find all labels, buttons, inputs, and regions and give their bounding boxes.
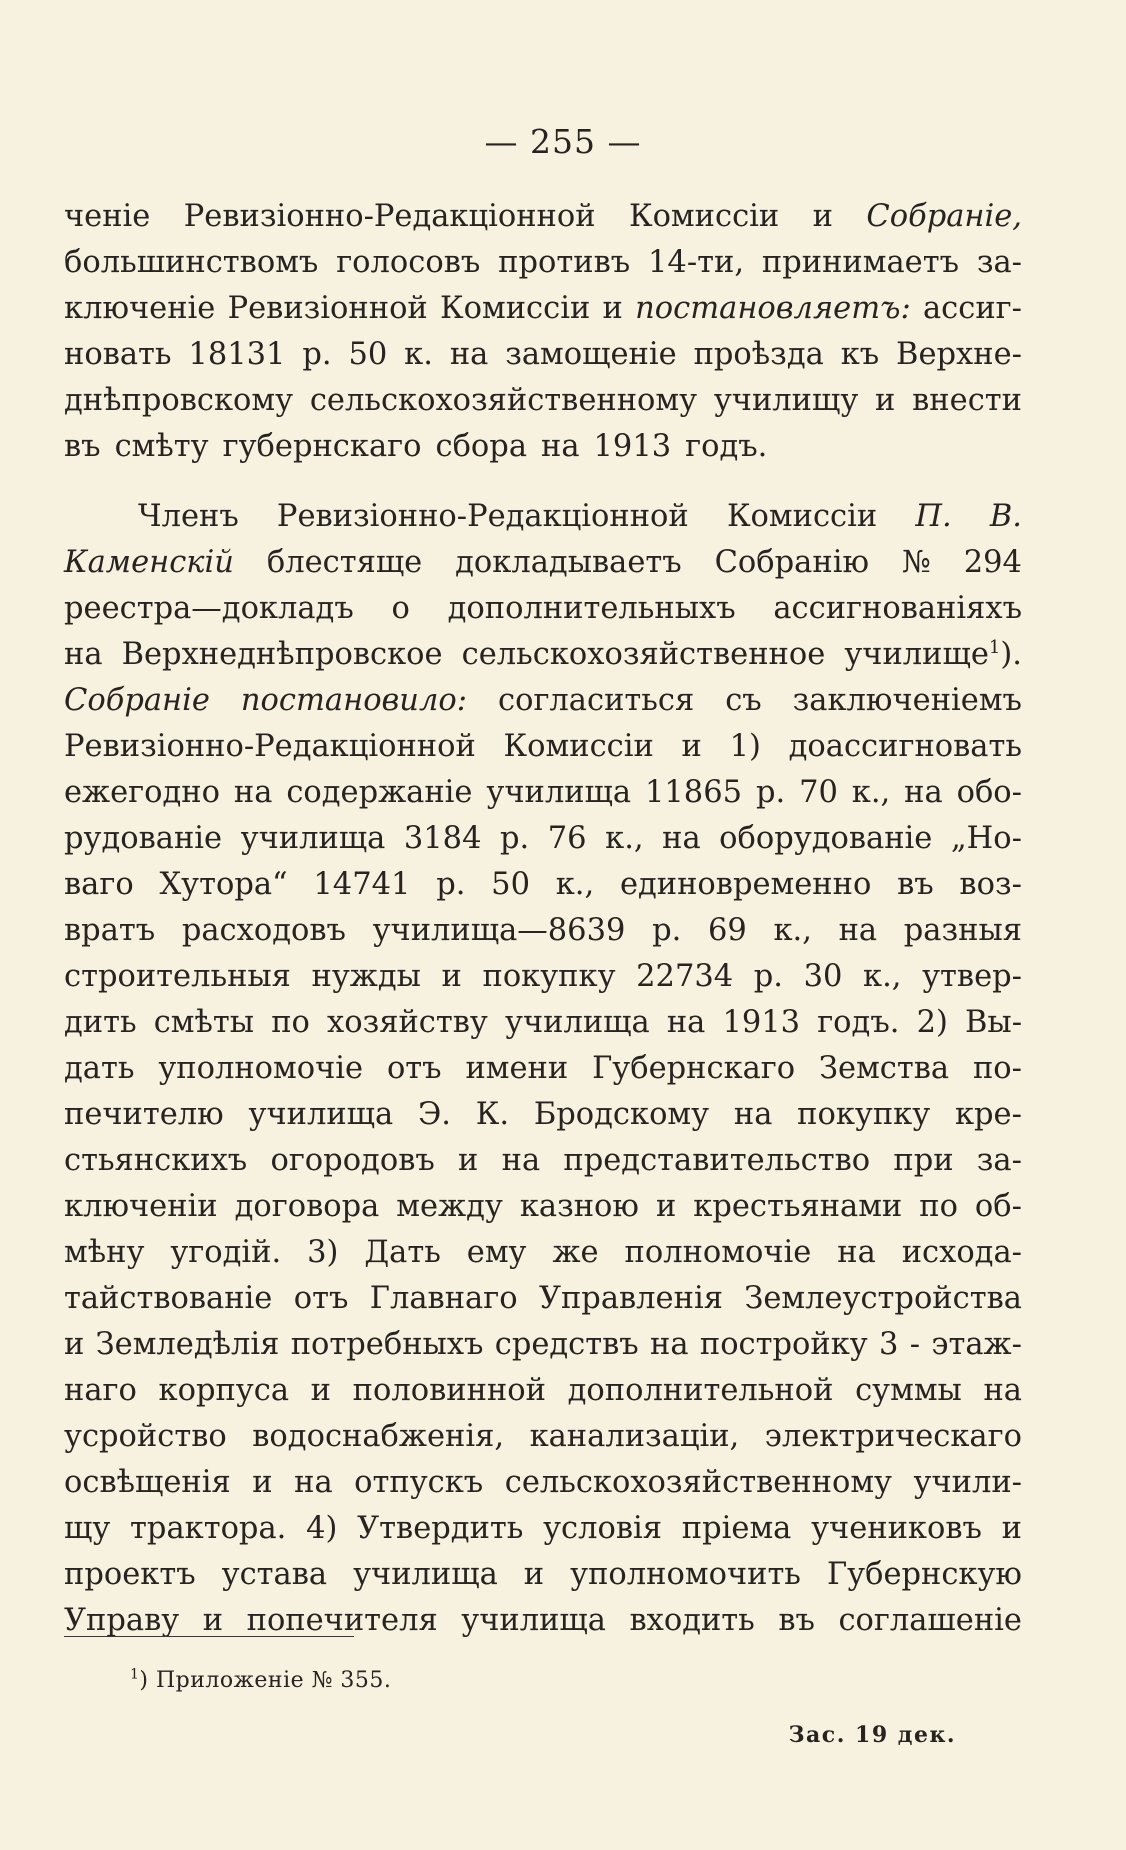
- word: 18131: [188, 337, 286, 372]
- word: училищу: [713, 383, 859, 418]
- word: смѣту: [114, 429, 209, 464]
- word: содержаніе: [286, 775, 473, 810]
- body-text: [64, 194, 1022, 1644]
- word: рудованіе: [64, 821, 223, 856]
- text-line: [64, 1598, 1022, 1644]
- word: половинной: [352, 1373, 546, 1408]
- word: №: [901, 545, 931, 580]
- word: усройство: [64, 1419, 227, 1454]
- word: наго: [64, 1373, 137, 1408]
- word: этаж-: [931, 1327, 1022, 1362]
- word: исхода-: [901, 1235, 1022, 1270]
- word: и: [681, 729, 702, 764]
- word: и: [655, 1189, 677, 1224]
- word: на: [983, 1373, 1022, 1408]
- word: ваго: [64, 867, 134, 902]
- word: представительство: [563, 1143, 871, 1178]
- word: заключеніемъ: [792, 683, 1022, 718]
- word: 11865: [645, 775, 743, 810]
- word: на: [501, 1143, 541, 1178]
- word: между: [396, 1189, 503, 1224]
- word: покупку: [482, 959, 616, 994]
- text-line: [64, 1184, 1022, 1230]
- word: разныя: [903, 913, 1022, 948]
- word: 3): [307, 1235, 339, 1270]
- word: дополнительной: [567, 1373, 834, 1408]
- footnote: [130, 1668, 391, 1693]
- word: к.,: [851, 775, 891, 810]
- word: суммы: [855, 1373, 962, 1408]
- text-line: [64, 1046, 1022, 1092]
- word: Главнаго: [369, 1281, 518, 1316]
- word: по: [919, 1189, 958, 1224]
- word: 1913: [722, 1005, 801, 1040]
- word: 22734: [636, 959, 734, 994]
- word: Э.: [417, 1097, 451, 1132]
- word: корпуса: [158, 1373, 290, 1408]
- text-line: [64, 1460, 1022, 1506]
- word: условія: [543, 1511, 663, 1546]
- word: тайствованіе: [64, 1281, 273, 1316]
- word: отъ: [386, 1051, 442, 1086]
- session-signature: Зас. 19 дек.: [788, 1722, 956, 1748]
- word: согласиться: [498, 683, 695, 718]
- word: 294: [963, 545, 1022, 580]
- word: 70: [799, 775, 838, 810]
- word: единовременно: [619, 867, 872, 902]
- text-line: [64, 332, 1022, 378]
- word: об-: [974, 1189, 1022, 1224]
- word: смѣты: [153, 1005, 255, 1040]
- word: Землеустройства: [744, 1281, 1022, 1316]
- word: устава: [221, 1557, 328, 1592]
- word: канализаціи,: [529, 1419, 740, 1454]
- word: 1): [729, 729, 761, 764]
- word: Собраніе,: [866, 199, 1022, 234]
- word: 3: [879, 1327, 899, 1362]
- word: Верхне-: [896, 337, 1022, 372]
- word: сельскохозяйственному: [504, 1465, 892, 1500]
- word: р.: [652, 913, 682, 948]
- word: и: [252, 1465, 273, 1500]
- text-line: [64, 770, 1022, 816]
- word: на: [662, 821, 701, 856]
- word: на: [541, 429, 580, 464]
- word: губернскаго: [222, 429, 422, 464]
- word: на: [904, 775, 943, 810]
- word: Ревизіонно-Редакціонной: [183, 199, 596, 234]
- word: училище$^1$).: [844, 636, 1022, 672]
- word: училища: [461, 1603, 606, 1638]
- word: на: [838, 913, 878, 948]
- word: проектъ: [64, 1557, 196, 1592]
- word: замощеніе: [505, 337, 677, 372]
- word: Собраніе: [64, 683, 210, 718]
- word: В.: [989, 499, 1022, 534]
- word: р.: [500, 821, 530, 856]
- text-line: [64, 194, 1022, 240]
- word: трактора.: [130, 1511, 287, 1546]
- word: утвер-: [922, 959, 1022, 994]
- word: Губернскаго: [592, 1051, 796, 1086]
- word: к.,: [773, 913, 812, 948]
- word: Утвердить: [357, 1511, 524, 1546]
- word: ключеніе: [64, 291, 216, 326]
- word: ежегодно: [64, 775, 220, 810]
- word: постановляетъ:: [635, 291, 911, 326]
- word: 14-ти,: [648, 245, 745, 280]
- footnote-divider: [64, 1636, 354, 1637]
- word: голосовъ: [336, 245, 481, 280]
- word: воз-: [959, 867, 1022, 902]
- word: и: [1001, 1511, 1022, 1546]
- word: казною: [519, 1189, 639, 1224]
- word: учили-: [913, 1465, 1022, 1500]
- word: и: [523, 1557, 545, 1592]
- word: Дать: [364, 1235, 441, 1270]
- footnote-ref-mark: 1: [988, 636, 1001, 658]
- text-line: [64, 954, 1022, 1000]
- word: Комиссіи: [503, 729, 654, 764]
- footnote-mark: 1: [130, 1666, 140, 1683]
- paragraph-gap: [64, 470, 1022, 494]
- word: Ревизіонно-Редакціонной: [276, 499, 689, 534]
- word: къ: [840, 337, 880, 372]
- word: учениковъ: [811, 1511, 982, 1546]
- word: училища: [505, 1005, 650, 1040]
- word: к.,: [863, 959, 902, 994]
- word: Управу: [64, 1603, 180, 1638]
- word: 50: [348, 337, 388, 372]
- word: ему: [466, 1235, 527, 1270]
- word: училища: [240, 821, 386, 856]
- word: училища: [486, 775, 632, 810]
- word: 50: [491, 867, 530, 902]
- text-line: [64, 1414, 1022, 1460]
- word: Хутора“: [159, 867, 288, 902]
- text-line: [64, 1368, 1022, 1414]
- text-line: [64, 1138, 1022, 1184]
- word: большинствомъ: [64, 245, 319, 280]
- word: 30: [803, 959, 843, 994]
- text-line: [64, 862, 1022, 908]
- word: Комиссіи: [440, 291, 591, 326]
- word: и: [202, 1603, 224, 1638]
- word: сбора: [435, 429, 527, 464]
- word: 14741: [313, 867, 411, 902]
- word: на: [233, 775, 273, 810]
- word: ассиг-: [922, 291, 1022, 326]
- word: уполномочіе: [158, 1051, 364, 1086]
- word: дить: [64, 1005, 137, 1040]
- word: о: [391, 591, 410, 626]
- text-line: [64, 494, 1022, 540]
- word: противъ: [498, 245, 631, 280]
- word: р.: [755, 775, 786, 810]
- word: годъ.: [817, 1005, 900, 1040]
- word: 1913: [593, 429, 672, 464]
- word: Ревизіонно-Редакціонной: [64, 729, 476, 764]
- word: за-: [976, 1143, 1022, 1178]
- word: Бродскому: [533, 1097, 710, 1132]
- word: отпускъ: [354, 1465, 484, 1500]
- word: электрическаго: [764, 1419, 1022, 1454]
- word: за-: [976, 245, 1022, 280]
- word: училища: [248, 1097, 394, 1132]
- word: при: [893, 1143, 954, 1178]
- word: въ: [778, 1603, 815, 1638]
- word: новать: [64, 337, 172, 372]
- word: Ревизіонной: [227, 291, 428, 326]
- word: к.: [404, 337, 433, 372]
- text-line: [64, 1092, 1022, 1138]
- text-line: [64, 678, 1022, 724]
- text-line: [64, 1276, 1022, 1322]
- word: вратъ: [64, 913, 156, 948]
- word: проѣзда: [693, 337, 824, 372]
- word: сельскохозяйственному: [309, 383, 698, 418]
- word: р.: [436, 867, 466, 902]
- word: Комиссіи: [726, 499, 878, 534]
- word: реестра—докладъ: [64, 591, 354, 626]
- word: крестьянами: [693, 1189, 903, 1224]
- text-line: [64, 1000, 1022, 1046]
- word: и: [441, 959, 462, 994]
- word: К.: [475, 1097, 510, 1132]
- word: -: [909, 1327, 921, 1362]
- word: и: [875, 383, 896, 418]
- word: Земства: [819, 1051, 950, 1086]
- word: стьянскихъ: [64, 1143, 248, 1178]
- page-number: — 255 —: [484, 122, 642, 161]
- word: доассигновать: [788, 729, 1022, 764]
- word: мѣну: [64, 1235, 145, 1270]
- word: полномочіе: [624, 1235, 812, 1270]
- text-line: [64, 1552, 1022, 1598]
- word: освѣщенія: [64, 1465, 231, 1500]
- word: блестяще: [266, 545, 423, 580]
- word: попечителя: [246, 1603, 438, 1638]
- text-line: [64, 240, 1022, 286]
- word: огородовъ: [270, 1143, 435, 1178]
- text-line: [64, 424, 1022, 470]
- word: сельскохозяйственное: [461, 637, 826, 672]
- word: и: [812, 199, 833, 234]
- word: Земледѣлія: [95, 1327, 280, 1362]
- word: потребныхъ: [290, 1327, 484, 1362]
- footnote-text: ) Приложеніе № 355.: [139, 1668, 392, 1693]
- word: Собранію: [714, 545, 869, 580]
- word: входить: [629, 1603, 755, 1638]
- word: на: [294, 1465, 333, 1500]
- word: обо-: [956, 775, 1022, 810]
- word: средствъ: [494, 1327, 639, 1362]
- word: 3184: [403, 821, 482, 856]
- word: договора: [234, 1189, 380, 1224]
- word: ключеніи: [64, 1189, 218, 1224]
- word: П.: [915, 499, 952, 534]
- word: к.,: [555, 867, 595, 902]
- word: покупку: [797, 1097, 931, 1132]
- word: имени: [465, 1051, 569, 1086]
- text-line: [64, 586, 1022, 632]
- word: „Но-: [950, 821, 1022, 856]
- word: ассигнованіяхъ: [773, 591, 1022, 626]
- word: принимаетъ: [761, 245, 959, 280]
- word: и: [458, 1143, 479, 1178]
- word: уполномочить: [570, 1557, 801, 1592]
- word: постройку: [699, 1327, 868, 1362]
- text-line: [64, 540, 1022, 586]
- word: съ: [725, 683, 762, 718]
- word: хозяйству: [327, 1005, 488, 1040]
- text-line: [64, 286, 1022, 332]
- word: угодій.: [170, 1235, 282, 1270]
- text-line: [64, 378, 1022, 424]
- word: постановило:: [240, 683, 468, 718]
- word: училища—8639: [372, 913, 626, 948]
- text-line: [64, 724, 1022, 770]
- word: по-: [972, 1051, 1022, 1086]
- word: дополнительныхъ: [447, 591, 736, 626]
- word: р.: [753, 959, 784, 994]
- word: докладываетъ: [455, 545, 682, 580]
- word: пріема: [681, 1511, 792, 1546]
- word: и: [64, 1327, 85, 1362]
- text-line: [64, 632, 1022, 678]
- word: на: [650, 1327, 689, 1362]
- word: въ: [64, 429, 101, 464]
- word: на: [666, 1005, 706, 1040]
- word: Комиссіи: [628, 199, 780, 234]
- text-line: [64, 1506, 1022, 1552]
- word: на: [449, 337, 489, 372]
- text-line: [64, 1322, 1022, 1368]
- word: щу: [64, 1511, 111, 1546]
- word: 2): [916, 1005, 948, 1040]
- text-line: [64, 816, 1022, 862]
- word: на: [733, 1097, 773, 1132]
- text-line: [64, 1230, 1022, 1276]
- word: кре-: [954, 1097, 1022, 1132]
- word: же: [552, 1235, 599, 1270]
- word: дать: [64, 1051, 135, 1086]
- word: по: [271, 1005, 310, 1040]
- word: расходовъ: [181, 913, 346, 948]
- word: оборудованіе: [719, 821, 933, 856]
- word: Вы-: [965, 1005, 1022, 1040]
- word: днѣпровскому: [64, 383, 294, 418]
- word: Губернскую: [826, 1557, 1022, 1592]
- word: печителю: [64, 1097, 224, 1132]
- word: водоснабженія,: [252, 1419, 505, 1454]
- word: 4): [306, 1511, 338, 1546]
- text-line: [64, 908, 1022, 954]
- word: въ: [897, 867, 934, 902]
- word: отъ: [293, 1281, 349, 1316]
- word: и: [310, 1373, 332, 1408]
- word: строительныя: [64, 959, 291, 994]
- word: на: [837, 1235, 876, 1270]
- word: 69: [707, 913, 747, 948]
- word: Каменскій: [64, 545, 234, 580]
- word: р.: [302, 337, 332, 372]
- word: училища: [353, 1557, 498, 1592]
- word: и: [602, 291, 623, 326]
- word: соглашеніе: [838, 1603, 1022, 1638]
- word: нужды: [311, 959, 421, 994]
- word: Управленія: [538, 1281, 723, 1316]
- word: Верхнеднѣпровское: [121, 637, 443, 672]
- word: Членъ: [138, 499, 239, 534]
- word: 76: [547, 821, 587, 856]
- word: на: [64, 637, 103, 672]
- word: годъ.: [685, 429, 768, 464]
- word: к.,: [605, 821, 644, 856]
- word: ченіе: [64, 199, 151, 234]
- word: внести: [912, 383, 1022, 418]
